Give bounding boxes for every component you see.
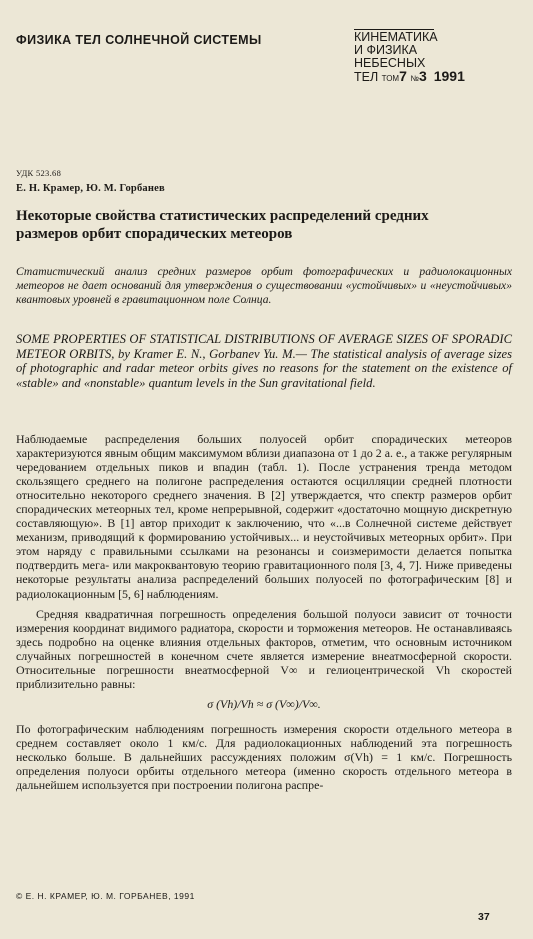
journal-name-line-1: КИНЕМАТИКА [354,30,438,44]
issue-number: 3 [418,68,427,84]
journal-name-line-3: НЕБЕСНЫХ [354,56,426,70]
paragraph-2: Средняя квадратичная погрешность определения большой полуоси зависит от точности измерения координат видимого радиатора, скорости и торможения метеоров. Не останавливаясь здесь подробно на оценке влияния отдельных факторов, отметим, что основным источником случайных погрешностей в конечном счете является измерение внеатмосферной скорости. Относительные погрешности внеатмосферной V∞ и гелиоцентрической Vh скоростей приблизительно равны: [16,606,512,691]
abstract-russian: Статистический анализ средних размеров орбит фотографических и радиолокационных метеоров не дает оснований для утверждения о существовании «устойчивых» и «неустойчивых» квантовых уровней в гравитационном поле Солнца. [16,265,512,307]
volume-number: 7 [399,68,407,84]
page-number: 37 [478,911,490,923]
journal-masthead [354,28,514,85]
udk-code: УДК 523.68 [16,168,62,178]
formula: σ (Vh)/Vh ≈ σ (V∞)/V∞. [207,696,321,711]
paragraph-3: По фотографическим наблюдениям погрешность измерения скорости отдельного метеора в среднем составляет около 1 км/с. Для радиолокационных наблюдений эта погрешность несколько больше. В дальнейших рассуждениях положим σ(Vh) = 1 км/с. Погрешность определения полуоси орбиты отдельного метеора (именно скорость отдельного метеора в дальнейшем используется при построении полигона распре- [16,721,512,793]
article-title: Некоторые свойства статистических распределений средних размеров орбит спорадических метеоров [16,208,429,242]
journal-name-line-2: И ФИЗИКА [354,43,418,57]
section-title: ФИЗИКА ТЕЛ СОЛНЕЧНОЙ СИСТЕМЫ [16,33,262,47]
copyright-notice: © Е. Н. КРАМЕР, Ю. М. ГОРБАНЕВ, 1991 [16,891,195,901]
paragraph-1: Наблюдаемые распределения больших полуосей орбит спорадических метеоров характеризуются явным общим максимумом вблизи диапазона от 1 до 2 а. е., а также регулярным чередованием отдельных пиков и впадин (табл. 1). После устранения тренда методом скользящего среднего на полигоне распределения остаются осцилляции средней плотности относительно некоторого среднего значения. В [2] утверждается, что спектр размеров орбит спорадических метеорных тел, кроме непрерывной, содержит «достаточно мощную дискретную составляющую». В [1] автор приходит к заключению, что «...в Солнечной системе действует механизм, приводящий к формированию устойчивых... и неустойчивых метеорных орбит». При этом наряду с правильными ссылками на резонансы и соизмеримости делается попытка подтвердить мега- или макроквантовую теорию гравитационного поля [3, 4, 7]. Ниже приведены некоторые результаты анализа распределений больших полуосей по фотографическим [8] и радиолокационным [5, 6] наблюдениям. [16,432,512,601]
journal-year: 1991 [433,68,465,84]
abstract-english: SOME PROPERTIES OF STATISTICAL DISTRIBUTIONS OF AVERAGE SIZES OF SPORADIC METEOR ORBITS, by Kramer E. N., Gorbanev Yu. M.— The statistical analysis of average sizes of photographic and radar meteor orbits gives no reasons for the statement on the existence of «stable» and «nonstable» quantum levels in the Sun gravitational field. [16,332,512,390]
journal-name-line-4: ТЕЛ [354,70,379,84]
issue-label: № [410,74,419,83]
article-body [16,432,512,792]
journal-issue-line [354,70,514,85]
volume-label: ТОМ [381,74,400,83]
authors: Е. Н. Крамер, Ю. М. Горбанев [16,183,165,194]
